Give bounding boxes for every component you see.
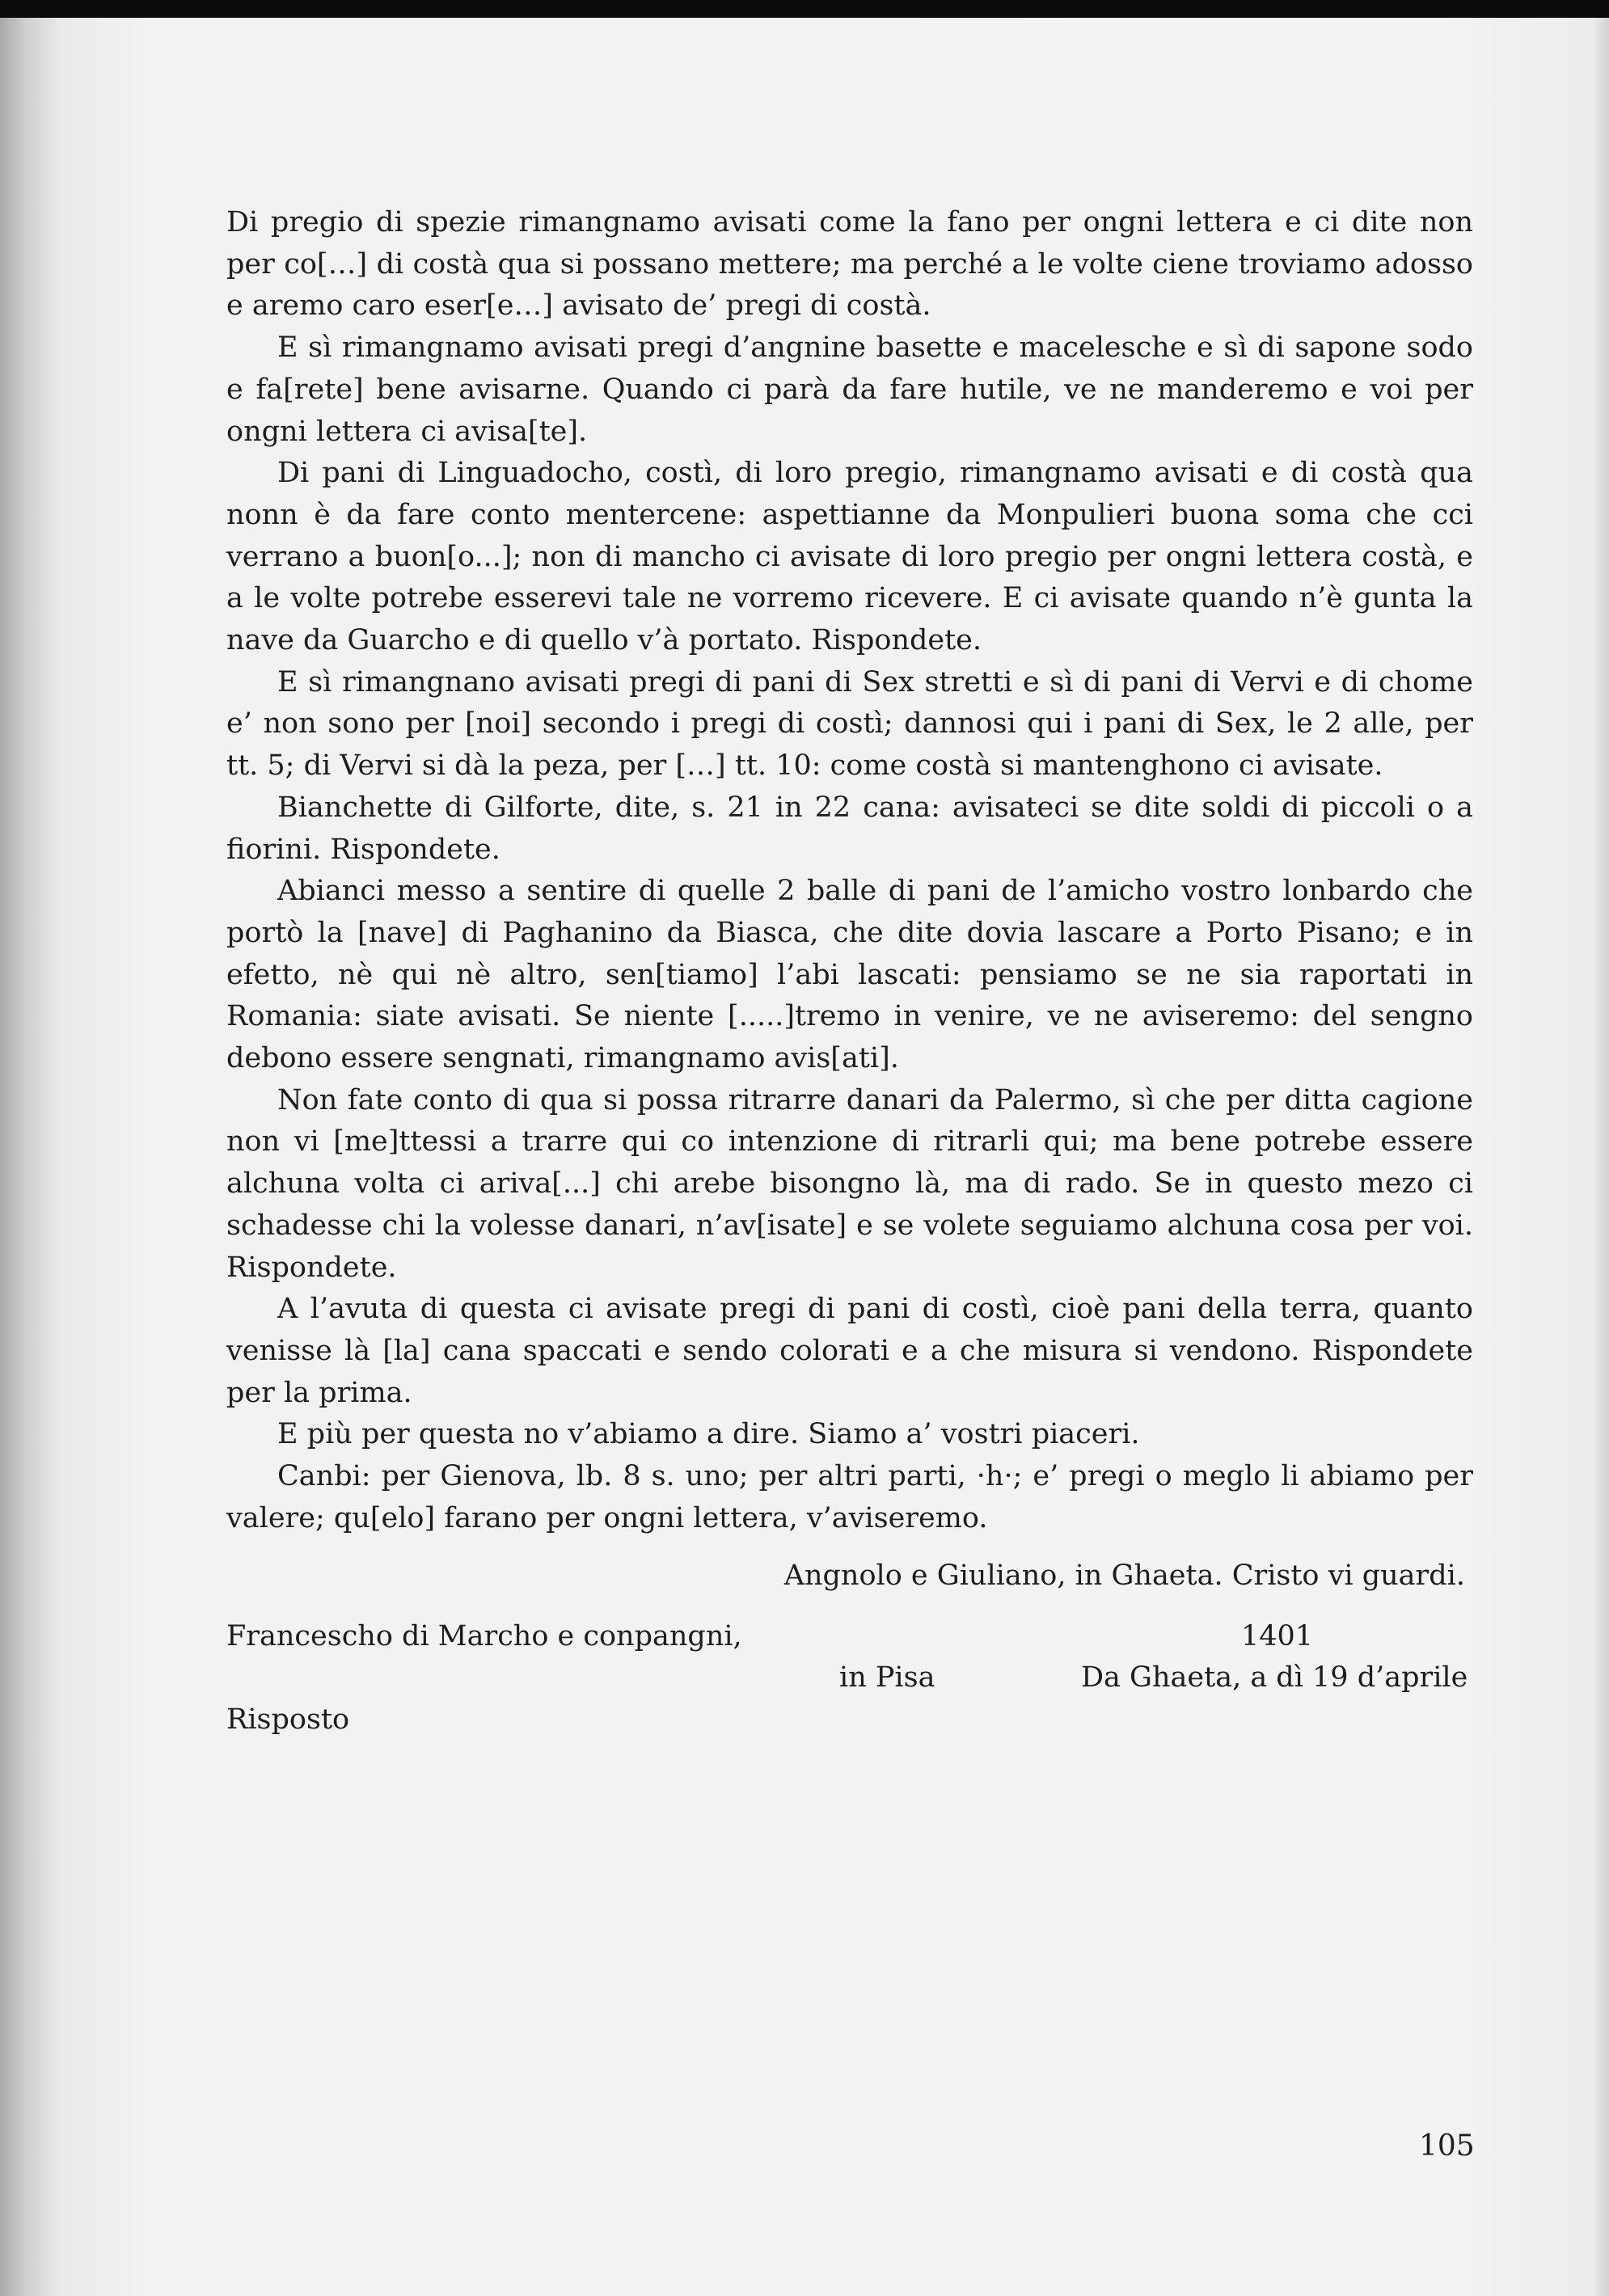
paragraph-spice-prices: Di pregio di spezie rimangnamo avisati come la fano per ongni lettera e ci dite non per co[…] di costà qua si possano mettere; ma perché a le volte ciene troviamo adosso e aremo caro eser[e…] avisato de’ pregi di costà. (226, 206, 1473, 323)
paragraph-bales: Abianci messo a sentire di quelle 2 balle di pani de l’amicho vostro lonbardo che portò la [nave] di Paghanino da Biasca, che dite dovia lascare a Porto Pisano; e in efetto, nè qui nè altro, sen[tiamo] l’abi lascati: pensiamo se ne sia raportati in Romania: siate avisati. Se niente [.....]tremo in venire, ve ne aviseremo: del sengno debono essere sengnati, rimangnamo avis[ati]. (226, 875, 1473, 1075)
origin-date: Da Ghaeta, a dì 19 d’aprile (1081, 1661, 1468, 1695)
paragraph-bianchette: Bianchette di Gilforte, dite, s. 21 in 22 cana: avisateci se dite soldi di piccoli o a fiorini. Rispondete. (226, 791, 1473, 866)
recipient-place: in Pisa (839, 1661, 935, 1695)
paragraph-soap-prices: E sì rimangnamo avisati pregi d’angnine basette e macelesche e sì di sapone sodo e fa[rete] bene avisarne. Quando ci parà da fare hutile, ve ne manderemo e voi per ongni lettera ci avisa[te]. (226, 331, 1473, 448)
paragraph-exchange: Canbi: per Gienova, lb. 8 s. uno; per altri parti, ·h·; e’ pregi o meglo li abiamo per valere; qu[elo] farano per ongni lettera, v’aviseremo. (226, 1460, 1473, 1534)
page-number: 105 (1419, 2129, 1475, 2163)
paragraph-farewell: E più per questa no v’abiamo a dire. Siamo a’ vostri piaceri. (277, 1418, 1140, 1451)
paragraph-local-cloth: A l’avuta di questa ci avisate pregi di pani di costì, cioè pani della terra, quanto venisse là [la] cana spaccati e sendo colorati e a che misura si vendono. Rispondete per la prima. (226, 1293, 1473, 1409)
paragraph-linguadocho-cloth: Di pani di Linguadocho, costì, di loro pregio, rimangnamo avisati e di costà qua nonn è da fare conto mentercene: aspettianne da Monpulieri buona soma che cci verrano a buon[o...]; non di mancho ci avisate di loro pregio per ongni lettera costà, e a le volte potrebe esserevi tale ne vorremo ricevere. E ci avisate quando n’è gunta la nave da Guarcho e di quello v’à portato. Rispondete. (226, 457, 1473, 657)
paragraph-palermo: Non fate conto di qua si possa ritrarre danari da Palermo, sì che per ditta cagione non vi [me]ttessi a trarre qui co intenzione di ritrarli qui; ma bene potrebe essere alchuna volta ci ariva[...] chi arebe bisongno là, ma di rado. Se in questo mezo ci schadesse chi la volesse danari, n’av[isate] e se volete seguiamo alchuna cosa per voi. Rispondete. (226, 1083, 1473, 1284)
book-page (57, 18, 1594, 2296)
signature-line: Angnolo e Giuliano, in Ghaeta. Cristo vi guardi. (783, 1559, 1465, 1592)
paragraph-sex-vervi-cloth: E sì rimangnano avisati pregi di pani di Sex stretti e sì di pani di Vervi e di chome e’ non sono per [noi] secondo i pregi di costì; dannosi qui i pani di Sex, le 2 alle, per tt. 5; di Vervi si dà la peza, per […] tt. 10: come costà si mantenghono ci avisate. (226, 665, 1473, 783)
response-note: Risposto (226, 1703, 350, 1737)
letter-text (226, 202, 1473, 1758)
page-right-edge (1594, 18, 1609, 2296)
book-gutter (0, 18, 57, 2296)
address-block (226, 1616, 1473, 1758)
recipient: Francescho di Marcho e conpangni, (226, 1620, 742, 1653)
year: 1401 (1241, 1620, 1314, 1653)
scan-top-edge (0, 0, 1609, 18)
